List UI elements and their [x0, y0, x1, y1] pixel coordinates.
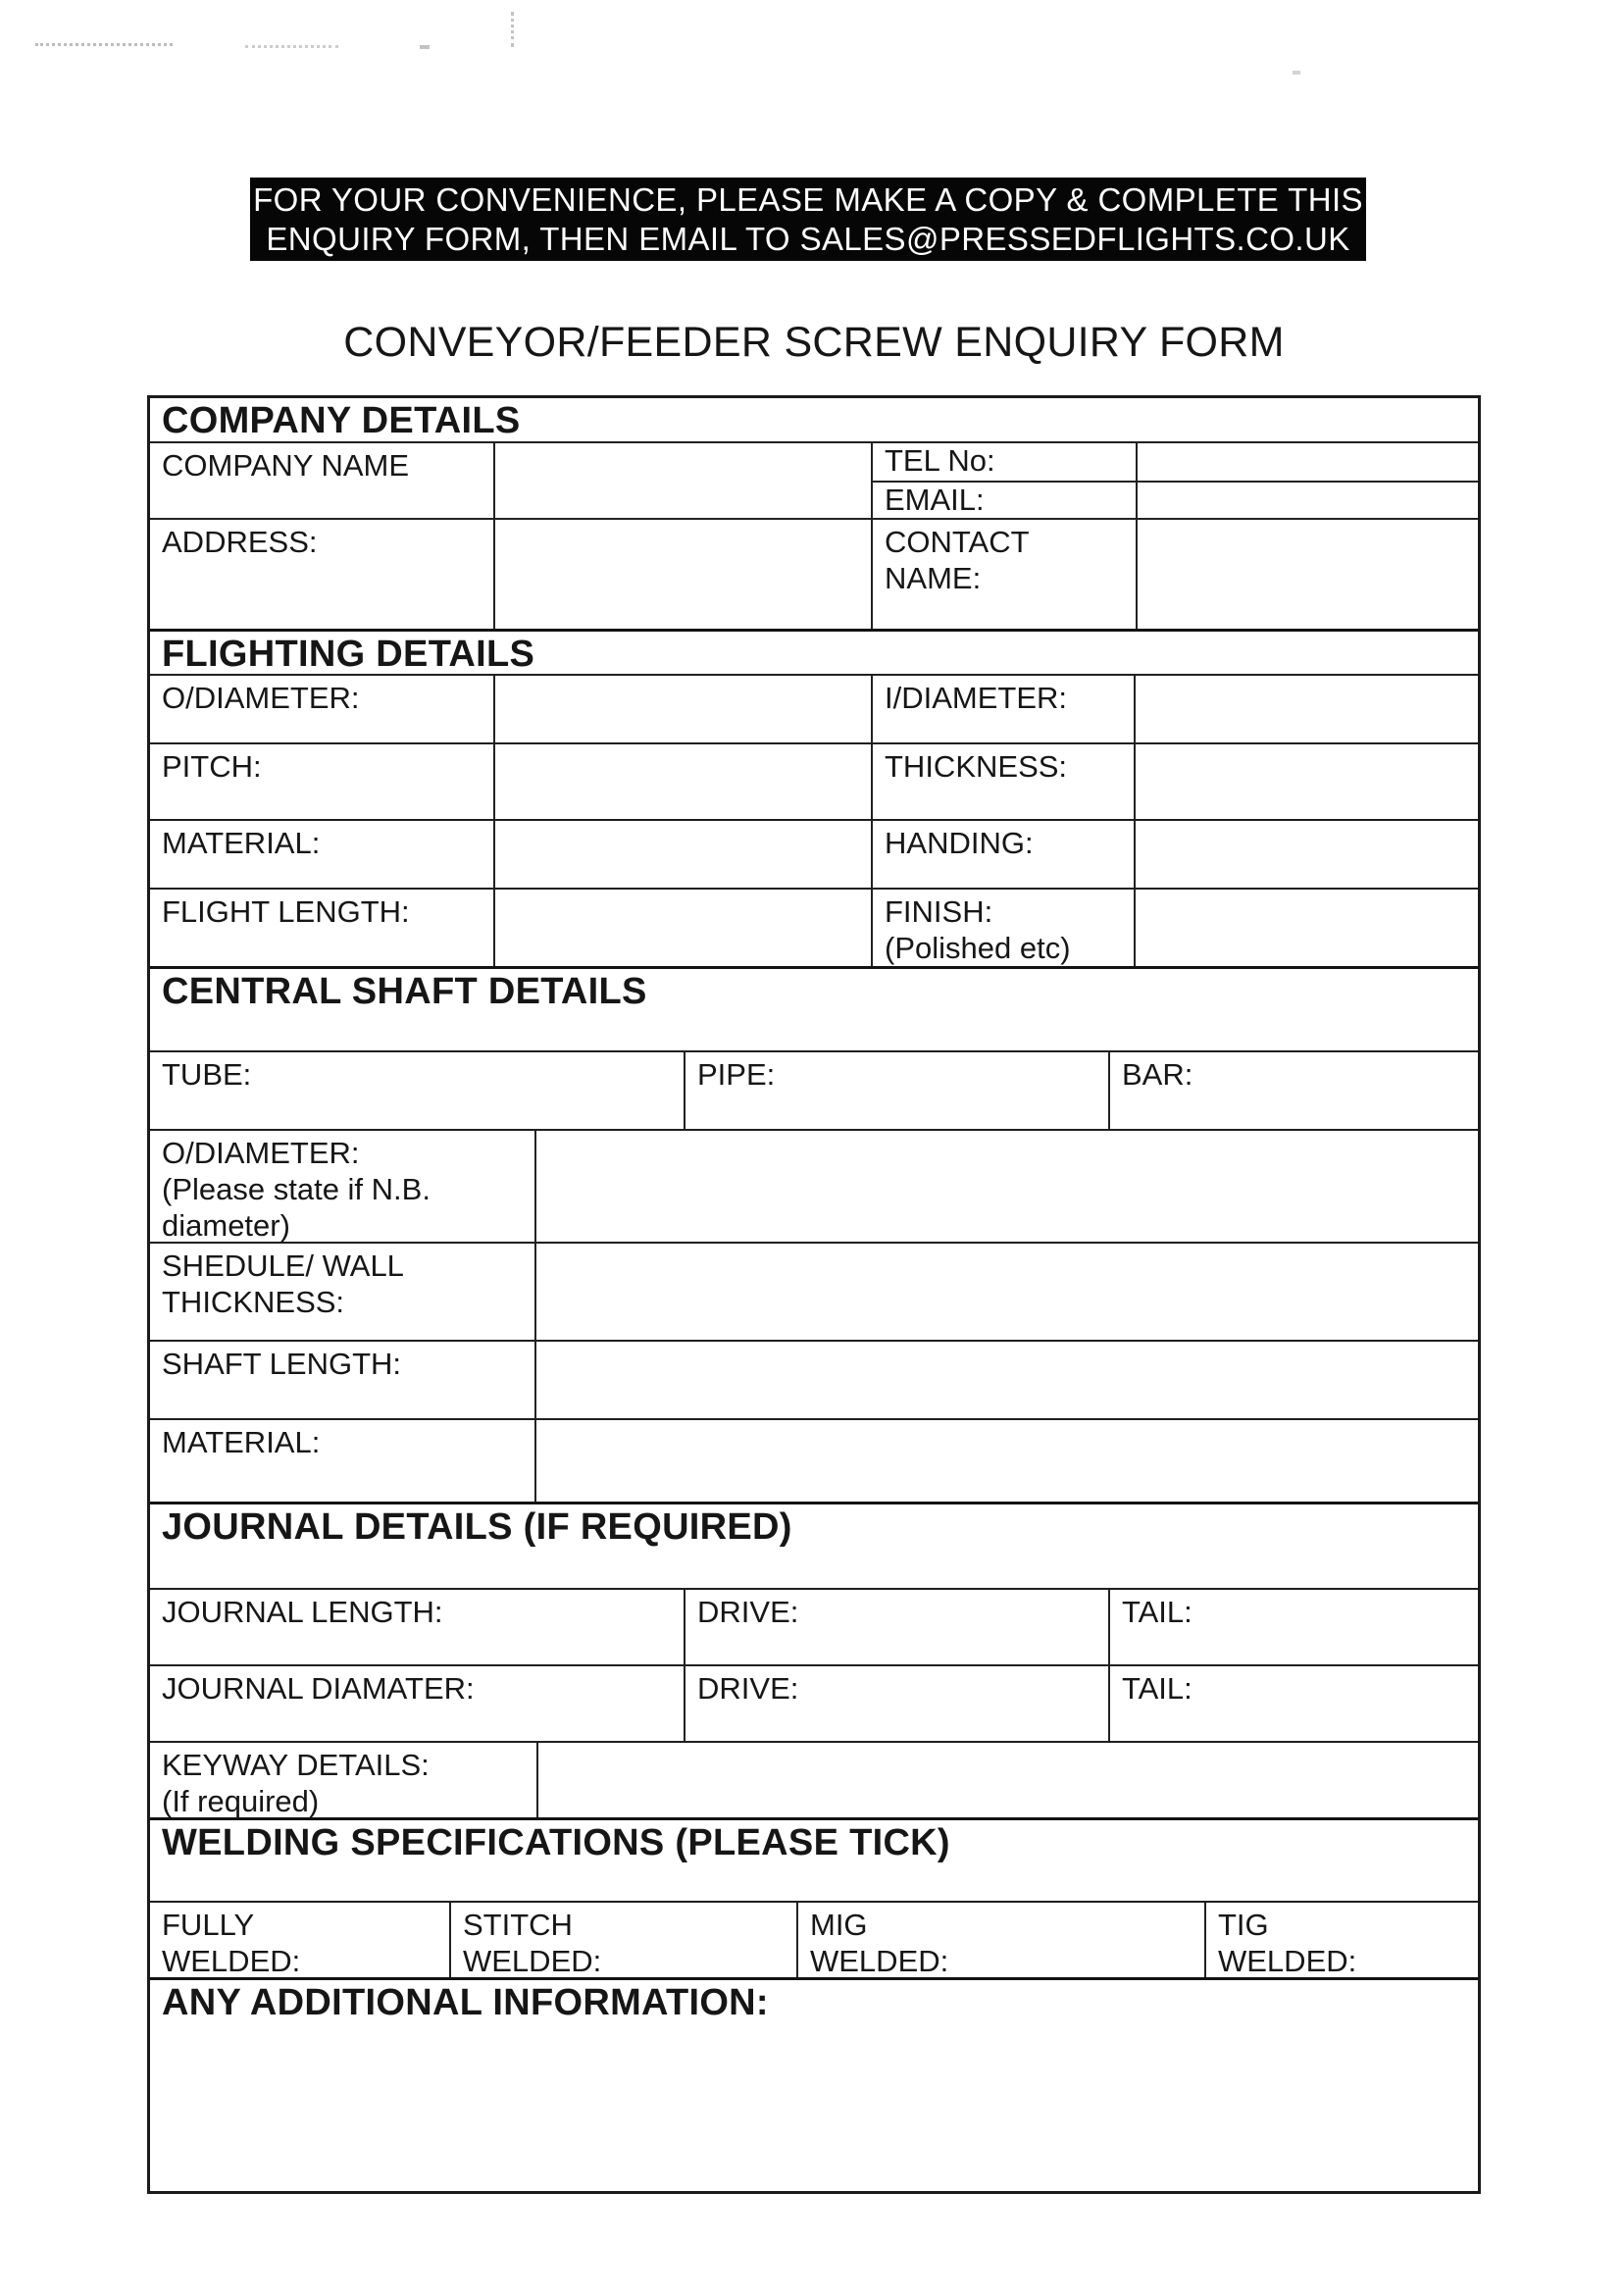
pipe-cell[interactable]	[684, 1052, 1108, 1129]
shaft-o-diameter-field[interactable]	[534, 1131, 1478, 1242]
label-contact-name	[873, 520, 1136, 629]
shaft-o-diameter-note: (Please state if N.B. diameter)	[162, 1172, 431, 1243]
finish-field[interactable]	[1134, 890, 1478, 966]
tube-label: TUBE:	[162, 1057, 252, 1092]
mig-welded-label: MIG WELDED:	[810, 1908, 949, 1978]
pipe-label: PIPE:	[697, 1057, 776, 1092]
label-finish	[871, 890, 1134, 966]
bar-cell[interactable]	[1108, 1052, 1478, 1129]
label-pitch	[150, 744, 493, 819]
label-company-name	[150, 443, 493, 518]
central-shaft-diameter-row	[150, 1129, 1478, 1242]
tig-welded-tick-cell[interactable]	[1204, 1903, 1478, 1977]
schedule-wall-thickness-field[interactable]	[534, 1244, 1478, 1340]
o-diameter-label: O/DIAMETER:	[162, 681, 360, 715]
finish-note: (Polished etc)	[885, 931, 1071, 965]
label-shaft-o-diameter	[150, 1131, 534, 1242]
form-title: CONVEYOR/FEEDER SCREW ENQUIRY FORM	[343, 319, 1285, 366]
keyway-details-field[interactable]	[536, 1743, 1478, 1817]
section-header-flighting-details	[150, 629, 1478, 674]
scan-artifact	[511, 12, 514, 47]
journal-length-cell[interactable]	[150, 1590, 684, 1664]
central-shaft-length-row	[150, 1340, 1478, 1418]
flighting-row-diameter	[150, 674, 1478, 742]
section-header-central-shaft	[150, 966, 1478, 1050]
drive-label: DRIVE:	[697, 1671, 799, 1706]
scan-artifact	[35, 43, 173, 46]
thickness-field[interactable]	[1134, 744, 1478, 819]
scan-artifact	[420, 45, 430, 49]
contact-name-label: CONTACT NAME:	[885, 525, 1029, 595]
journal-diameter-cell[interactable]	[150, 1666, 684, 1741]
additional-information-section	[150, 1977, 1478, 2191]
tig-welded-label: TIG WELDED:	[1218, 1908, 1357, 1978]
journal-length-label: JOURNAL LENGTH:	[162, 1595, 443, 1629]
journal-length-tail-cell[interactable]	[1108, 1590, 1478, 1664]
label-flighting-material	[150, 821, 493, 888]
drive-label: DRIVE:	[697, 1595, 799, 1629]
central-shaft-type-row	[150, 1050, 1478, 1129]
shaft-length-field[interactable]	[534, 1342, 1478, 1418]
label-thickness	[871, 744, 1134, 819]
mig-welded-tick-cell[interactable]	[796, 1903, 1204, 1977]
flighting-material-label: MATERIAL:	[162, 826, 321, 860]
email-field[interactable]	[1136, 483, 1478, 518]
central-shaft-schedule-row	[150, 1242, 1478, 1340]
company-name-label: COMPANY NAME	[162, 448, 410, 483]
scan-artifact	[245, 45, 338, 48]
address-label: ADDRESS:	[162, 525, 318, 559]
label-address	[150, 520, 493, 629]
welding-options-row	[150, 1901, 1478, 1977]
handing-field[interactable]	[1134, 821, 1478, 888]
label-tel	[873, 443, 1136, 481]
handing-label: HANDING:	[885, 826, 1034, 860]
journal-details-heading: JOURNAL DETAILS (IF REQUIRED)	[162, 1506, 792, 1548]
flighting-row-material	[150, 819, 1478, 888]
tube-cell[interactable]	[150, 1052, 684, 1129]
journal-diameter-row	[150, 1664, 1478, 1741]
contact-name-field[interactable]	[1136, 520, 1478, 629]
pitch-field[interactable]	[493, 744, 871, 819]
tail-label: TAIL:	[1122, 1595, 1193, 1629]
keyway-details-label: KEYWAY DETAILS:	[162, 1748, 430, 1782]
o-diameter-field[interactable]	[493, 676, 871, 742]
email-label: EMAIL:	[885, 483, 985, 517]
banner-line-2: ENQUIRY FORM, THEN EMAIL TO SALES@PRESSEDFLIGHTS.CO.UK	[266, 221, 1350, 257]
company-details-body	[150, 441, 1478, 629]
flighting-details-heading: FLIGHTING DETAILS	[162, 634, 535, 675]
shaft-o-diameter-label: O/DIAMETER:	[162, 1136, 360, 1170]
flighting-row-length	[150, 888, 1478, 966]
flight-length-label: FLIGHT LENGTH:	[162, 894, 410, 929]
tel-label: TEL No:	[885, 443, 995, 478]
enquiry-form-table	[147, 395, 1481, 2194]
central-shaft-material-row	[150, 1418, 1478, 1502]
label-i-diameter	[871, 676, 1134, 742]
flight-length-field[interactable]	[493, 890, 871, 966]
shaft-length-label: SHAFT LENGTH:	[162, 1347, 402, 1381]
keyway-details-note: (If required)	[162, 1784, 320, 1818]
company-name-field[interactable]	[493, 443, 871, 518]
additional-information-field[interactable]	[150, 1980, 1478, 2191]
schedule-wall-thickness-label: SHEDULE/ WALL THICKNESS:	[162, 1249, 403, 1319]
tel-field[interactable]	[1136, 443, 1478, 481]
bar-label: BAR:	[1122, 1057, 1193, 1092]
i-diameter-field[interactable]	[1134, 676, 1478, 742]
i-diameter-label: I/DIAMETER:	[885, 681, 1068, 715]
label-email	[873, 483, 1136, 518]
label-keyway-details	[150, 1743, 536, 1817]
section-header-welding-specifications	[150, 1817, 1478, 1901]
journal-length-drive-cell[interactable]	[684, 1590, 1108, 1664]
stitch-welded-label: STITCH WELDED:	[463, 1908, 602, 1978]
journal-diameter-label: JOURNAL DIAMATER:	[162, 1671, 475, 1706]
company-details-heading: COMPANY DETAILS	[162, 400, 521, 441]
journal-diameter-tail-cell[interactable]	[1108, 1666, 1478, 1741]
flighting-row-pitch	[150, 742, 1478, 819]
label-flight-length	[150, 890, 493, 966]
instruction-banner	[250, 178, 1366, 261]
keyway-row	[150, 1741, 1478, 1817]
tail-label: TAIL:	[1122, 1671, 1193, 1706]
journal-diameter-drive-cell[interactable]	[684, 1666, 1108, 1741]
banner-line-1: FOR YOUR CONVENIENCE, PLEASE MAKE A COPY & COMPLETE THIS	[253, 181, 1363, 218]
section-header-journal-details	[150, 1502, 1478, 1588]
section-header-company-details	[150, 398, 1478, 441]
pitch-label: PITCH:	[162, 749, 262, 784]
additional-information-heading: ANY ADDITIONAL INFORMATION:	[162, 1982, 769, 2023]
label-o-diameter	[150, 676, 493, 742]
shaft-material-field[interactable]	[534, 1420, 1478, 1502]
label-handing	[871, 821, 1134, 888]
journal-length-row	[150, 1588, 1478, 1664]
label-shaft-length	[150, 1342, 534, 1418]
scan-artifact	[1293, 71, 1300, 75]
central-shaft-heading: CENTRAL SHAFT DETAILS	[162, 971, 647, 1012]
fully-welded-tick-cell[interactable]	[150, 1903, 449, 1977]
label-shaft-material	[150, 1420, 534, 1502]
stitch-welded-tick-cell[interactable]	[449, 1903, 796, 1977]
label-schedule-wall-thickness	[150, 1244, 534, 1340]
thickness-label: THICKNESS:	[885, 749, 1068, 784]
address-field[interactable]	[493, 520, 871, 629]
welding-specifications-heading: WELDING SPECIFICATIONS (PLEASE TICK)	[162, 1822, 950, 1863]
shaft-material-label: MATERIAL:	[162, 1425, 321, 1459]
flighting-material-field[interactable]	[493, 821, 871, 888]
finish-label: FINISH:	[885, 894, 993, 929]
fully-welded-label: FULLY WELDED:	[162, 1908, 301, 1978]
